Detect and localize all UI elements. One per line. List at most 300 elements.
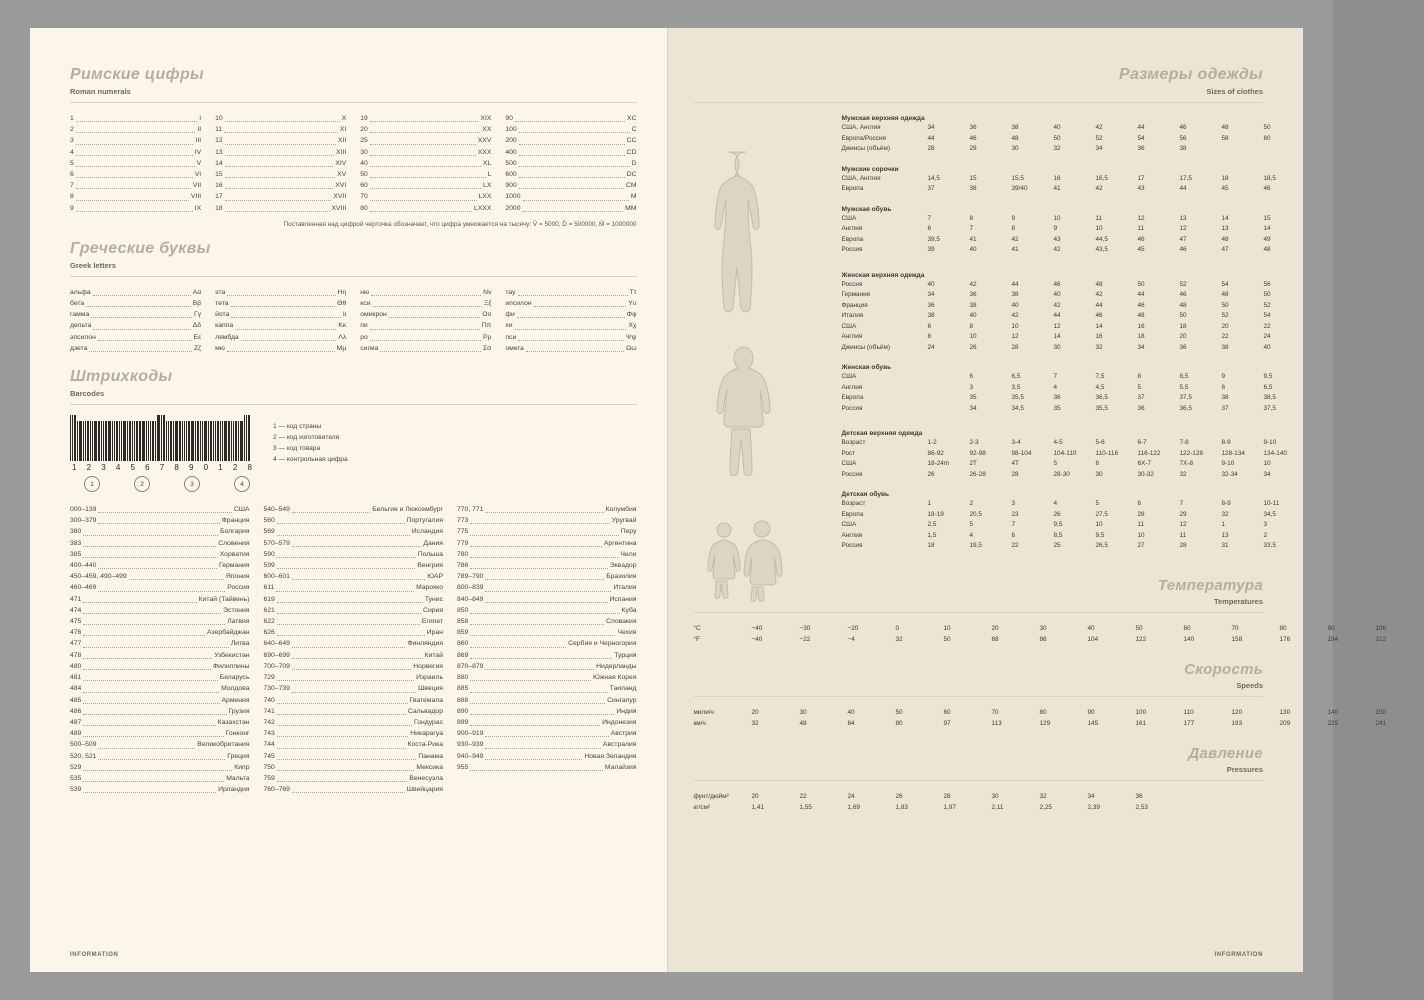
- item-value: X: [341, 115, 347, 122]
- table-row: [841, 510, 1276, 521]
- list-item: [457, 650, 637, 661]
- table-cell: 10: [1095, 225, 1103, 232]
- list-item: [70, 728, 250, 739]
- item-value: Россия: [227, 584, 250, 592]
- list-item: [505, 135, 636, 146]
- barcode-bar: [134, 421, 135, 461]
- leader-dots: [370, 131, 480, 133]
- greek-col-1: [70, 287, 201, 354]
- barcode-digit: 4: [115, 463, 122, 473]
- speed-title: Скорость: [1184, 660, 1263, 678]
- table-cell: 20: [991, 624, 999, 632]
- table-cell: 6: [969, 373, 974, 380]
- item-key: 478: [70, 651, 82, 659]
- table-cell: 38: [1179, 145, 1187, 152]
- table-cell: 6: [1011, 531, 1016, 539]
- table-cell: 18-24m: [927, 460, 950, 467]
- table-row: [841, 311, 1271, 322]
- leader-dots: [231, 305, 336, 307]
- table-cell: 26: [927, 470, 935, 478]
- table-cell: 10: [969, 333, 977, 340]
- leader-dots: [523, 199, 629, 201]
- leader-dots: [277, 567, 415, 569]
- table-cell: 49: [1263, 235, 1271, 243]
- row-label: Джинсы (объём): [841, 145, 890, 152]
- barcode-graphic: [70, 415, 255, 492]
- list-item: [70, 191, 201, 202]
- barcode-bar: [168, 421, 169, 461]
- list-item: [70, 672, 250, 683]
- item-value: Οο: [482, 311, 492, 319]
- size-table-heading: Женская обувь: [841, 364, 892, 371]
- item-key: 900–919: [457, 730, 484, 738]
- table-cell: 50: [1137, 280, 1145, 288]
- temperature-title: Температура: [1157, 576, 1263, 594]
- item-key: 20: [360, 126, 368, 134]
- unit-label: км/ч: [693, 719, 706, 727]
- list-item: [264, 683, 444, 694]
- list-item: [70, 124, 201, 135]
- item-value: Δδ: [192, 322, 202, 330]
- table-cell: 4: [1053, 383, 1058, 391]
- leader-dots: [83, 735, 223, 737]
- pressure-table: [694, 791, 1264, 813]
- barcode-bar: [94, 421, 97, 461]
- list-item: [505, 287, 636, 298]
- table-cell: 6: [1095, 460, 1100, 467]
- leader-dots: [370, 165, 481, 167]
- table-cell: 128-134: [1221, 449, 1245, 457]
- list-item: [505, 113, 636, 124]
- list-item: [264, 762, 444, 773]
- item-value: Гондурас: [413, 718, 443, 726]
- item-value: Эквадор: [609, 562, 637, 570]
- table-cell: 50: [943, 635, 951, 643]
- barcode-bar: [98, 421, 100, 461]
- greek-col-4: [505, 287, 636, 354]
- item-value: Ζζ: [193, 344, 202, 352]
- leader-dots: [470, 612, 619, 614]
- item-value: Ирландия: [218, 786, 250, 794]
- table-cell: 193: [1231, 719, 1243, 727]
- table-cell: 32: [1053, 145, 1061, 152]
- table-cell: 41: [1011, 246, 1019, 253]
- item-key: 300–379: [70, 517, 97, 525]
- left-page: [30, 28, 667, 972]
- leader-dots: [241, 339, 337, 341]
- table-cell: 68: [991, 635, 999, 643]
- leader-dots: [277, 601, 423, 603]
- item-key: 474: [70, 606, 82, 614]
- table-cell: 8: [927, 333, 932, 340]
- barcodes-title: Штрихкоды: [70, 368, 173, 386]
- barcode-bar: [233, 421, 234, 461]
- table-cell: 6: [1221, 383, 1226, 391]
- list-item: [457, 560, 637, 571]
- table-cell: 38: [1011, 291, 1019, 298]
- item-value: C: [631, 126, 637, 134]
- leader-dots: [83, 634, 205, 636]
- barcode-bar: [170, 421, 172, 461]
- size-table: [841, 164, 1276, 195]
- list-item: [215, 309, 346, 320]
- item-key: 500–509: [70, 741, 97, 749]
- list-item: [70, 515, 250, 526]
- barcode-bar: [222, 421, 223, 461]
- barcode-digit: 0: [203, 463, 210, 473]
- item-key: 840–849: [457, 595, 484, 603]
- table-cell: 42: [1011, 235, 1019, 243]
- leader-dots: [277, 702, 408, 704]
- row-label: Германия: [841, 291, 871, 298]
- leader-dots: [76, 120, 197, 122]
- table-cell: 32: [751, 719, 759, 727]
- leader-dots: [83, 691, 219, 693]
- table-cell: 26: [895, 792, 903, 800]
- barcode-marker: 1: [84, 476, 100, 492]
- table-cell: 30: [1053, 343, 1061, 351]
- table-cell: 32: [1179, 470, 1187, 478]
- leader-dots: [485, 735, 608, 737]
- table-cell: 86-92: [927, 449, 944, 457]
- item-value: XVII: [333, 193, 347, 201]
- table-cell: 140: [1183, 635, 1195, 643]
- item-value: IV: [194, 148, 202, 156]
- table-cell: 50: [1221, 301, 1229, 309]
- section-barcodes: [70, 368, 637, 795]
- table-cell: 122: [1135, 635, 1147, 643]
- table-cell: 34: [1263, 470, 1271, 478]
- list-item: [215, 147, 346, 158]
- leader-dots: [519, 143, 625, 145]
- table-row: [693, 623, 1387, 634]
- item-value: Египет: [421, 618, 443, 626]
- table-row: [841, 404, 1276, 415]
- leader-dots: [83, 601, 196, 603]
- table-row: [841, 280, 1271, 291]
- item-key: мю: [215, 344, 225, 352]
- item-key: 590: [263, 550, 275, 558]
- leader-dots: [83, 646, 228, 648]
- table-cell: 46: [1179, 246, 1187, 253]
- table-row: [841, 174, 1276, 185]
- list-item: [264, 661, 444, 672]
- item-value: V: [196, 159, 202, 167]
- list-item: [70, 638, 250, 649]
- item-value: Малайзия: [604, 763, 637, 771]
- list-item: [70, 605, 250, 616]
- list-item: [70, 298, 201, 309]
- list-item: [457, 751, 637, 762]
- table-cell: 6,5: [1011, 373, 1021, 380]
- item-key: тета: [215, 300, 229, 308]
- item-value: Перу: [620, 528, 637, 536]
- leader-dots: [373, 305, 482, 307]
- table-cell: 28: [943, 792, 951, 800]
- table-cell: 18: [927, 542, 935, 549]
- table-cell: 1,41: [751, 803, 764, 811]
- item-key: 16: [215, 182, 223, 190]
- list-item: [505, 309, 636, 320]
- table-cell: 36: [969, 291, 977, 298]
- list-item: [264, 526, 444, 537]
- table-cell: 42: [1011, 312, 1019, 319]
- barcode-bar: [208, 421, 209, 461]
- table-cell: 5: [1095, 500, 1100, 507]
- item-value: Южная Корея: [593, 674, 637, 682]
- item-value: Норвегия: [413, 662, 443, 670]
- item-key: 569: [263, 528, 275, 536]
- barcode-bar: [116, 421, 118, 461]
- leader-dots: [370, 199, 477, 201]
- row-label: Джинсы (объём): [841, 343, 890, 351]
- barcode-bar: [92, 421, 93, 461]
- leader-dots: [485, 590, 611, 592]
- page-spread: [30, 28, 1387, 972]
- table-cell: 11: [1179, 531, 1187, 539]
- item-key: 477: [70, 640, 82, 648]
- list-item: [70, 751, 250, 762]
- barcode-bar: [210, 421, 212, 461]
- table-cell: 1,97: [943, 803, 956, 811]
- table-cell: 48: [1137, 312, 1145, 319]
- barcode-bar: [179, 421, 181, 461]
- table-cell: 1-2: [927, 439, 937, 446]
- temperature-subtitle: Temperatures: [1213, 596, 1263, 606]
- table-cell: 36,5: [1179, 404, 1192, 412]
- table-cell: 177: [1183, 719, 1195, 727]
- list-item: [457, 672, 637, 683]
- item-value: Чехия: [617, 629, 637, 637]
- item-key: 400: [505, 148, 517, 156]
- leader-dots: [225, 187, 334, 189]
- table-row: [841, 123, 1271, 134]
- item-key: 560: [263, 517, 275, 525]
- table-cell: 37,5: [1179, 394, 1192, 401]
- temperature-table: [693, 623, 1387, 645]
- row-label: США: [841, 322, 857, 330]
- table-row: [693, 634, 1387, 645]
- row-label: Возраст: [841, 439, 866, 446]
- leader-dots: [277, 713, 406, 715]
- table-cell: 6X-7: [1137, 460, 1151, 467]
- barcode-bar: [163, 415, 165, 461]
- table-cell: 36,5: [1095, 394, 1108, 401]
- table-cell: 13: [1221, 225, 1229, 232]
- divider: [70, 276, 637, 277]
- list-item: [505, 158, 636, 169]
- table-cell: 90: [1087, 708, 1095, 716]
- item-value: Португалия: [406, 517, 443, 525]
- item-key: 60: [360, 182, 368, 190]
- table-cell: 30: [1039, 624, 1047, 632]
- table-cell: 22: [799, 792, 807, 800]
- item-value: Нидерланды: [596, 662, 637, 670]
- list-item: [360, 309, 491, 320]
- leader-dots: [534, 305, 627, 307]
- list-item: [264, 650, 444, 661]
- item-key: 476: [70, 629, 82, 637]
- row-label: Рост: [841, 449, 856, 457]
- list-item: [215, 203, 346, 214]
- divider: [694, 696, 1264, 697]
- item-value: Ππ: [481, 322, 492, 330]
- item-key: 489: [70, 730, 82, 738]
- row-label: Европа: [841, 510, 864, 518]
- list-item: [70, 526, 250, 537]
- divider: [694, 612, 1264, 613]
- barcode-bar: [121, 421, 122, 461]
- table-cell: 1,83: [895, 803, 908, 811]
- table-cell: 3,5: [1011, 383, 1021, 391]
- item-value: Никарагуа: [410, 730, 443, 738]
- row-label: Европа: [841, 185, 864, 192]
- table-cell: 46: [1263, 185, 1271, 192]
- item-value: CD: [626, 148, 637, 156]
- barcode-bar: [231, 421, 232, 461]
- size-table-heading: Женская верхняя одежда: [841, 271, 925, 279]
- leader-dots: [485, 601, 607, 603]
- item-key: 600–601: [263, 573, 290, 581]
- item-key: 485: [70, 696, 82, 704]
- table-cell: 120: [1231, 708, 1243, 716]
- barcode-bar: [146, 421, 147, 461]
- item-key: 8: [70, 193, 74, 201]
- list-item: [457, 683, 637, 694]
- size-table: [841, 113, 1271, 155]
- table-cell: 36: [1179, 343, 1187, 351]
- section-clothes-sizes: [694, 66, 1287, 561]
- item-value: XII: [337, 137, 347, 145]
- item-value: Панама: [418, 752, 443, 760]
- item-key: 770, 771: [457, 506, 484, 514]
- table-cell: [928, 393, 970, 404]
- spacer: [842, 480, 1264, 489]
- table-row: [841, 520, 1268, 531]
- table-cell: 130: [1279, 708, 1291, 716]
- table-cell: 35: [969, 394, 977, 401]
- item-key: 779: [457, 539, 469, 547]
- row-label: Россия: [841, 404, 863, 412]
- leader-dots: [98, 747, 195, 749]
- list-item: [264, 627, 444, 638]
- barcode-bar: [87, 421, 89, 461]
- table-cell: 1: [927, 500, 932, 507]
- leader-dots: [292, 668, 411, 670]
- leader-dots: [83, 769, 232, 771]
- leader-dots: [515, 120, 625, 122]
- item-value: Бразилия: [606, 573, 637, 581]
- leader-dots: [470, 702, 605, 704]
- list-item: [264, 616, 444, 627]
- table-row: [693, 707, 1387, 718]
- spacer: [842, 353, 1264, 362]
- table-cell: 40: [1263, 343, 1271, 351]
- item-key: 80: [360, 204, 368, 212]
- barcode-digit: 1: [218, 463, 224, 473]
- section-pressure: [694, 745, 1264, 813]
- list-item: [264, 706, 444, 717]
- leader-dots: [370, 154, 476, 156]
- item-key: дельта: [70, 322, 92, 330]
- item-value: XXX: [477, 148, 492, 156]
- table-cell: 28: [1179, 542, 1187, 549]
- barcode-bar: [152, 421, 154, 461]
- table-cell: 6-7: [1137, 439, 1147, 446]
- item-key: альфа: [70, 288, 91, 296]
- barcode-bar: [112, 421, 113, 461]
- barcode-bar: [132, 421, 133, 461]
- item-key: ро: [360, 333, 368, 341]
- table-cell: 44: [1095, 301, 1103, 309]
- leader-dots: [86, 305, 190, 307]
- table-cell: 18: [1221, 174, 1229, 182]
- item-value: Великобритания: [197, 741, 250, 749]
- table-cell: 52: [1095, 134, 1103, 142]
- row-label: Россия: [841, 470, 863, 478]
- table-cell: 44: [1137, 124, 1145, 131]
- table-cell: 52: [1221, 312, 1229, 319]
- item-key: омега: [505, 344, 524, 352]
- item-value: Швеция: [418, 685, 443, 693]
- table-cell: 38: [969, 301, 977, 309]
- item-key: 2: [70, 126, 74, 134]
- table-cell: 28: [927, 145, 935, 152]
- item-key: 9: [70, 204, 74, 212]
- item-key: 400–440: [70, 562, 97, 570]
- item-key: 481: [70, 674, 82, 682]
- size-table-heading: Детская обувь: [841, 491, 890, 498]
- table-cell: −40: [751, 624, 763, 632]
- item-value: LXXX: [473, 204, 492, 212]
- item-value: VI: [194, 171, 202, 179]
- item-key: 17: [215, 193, 223, 201]
- table-cell: 60: [1263, 134, 1271, 142]
- row-label: США: [841, 521, 857, 528]
- table-cell: 17,5: [1179, 174, 1192, 182]
- table-cell: 39/40: [1011, 185, 1028, 192]
- table-cell: 241: [1375, 719, 1387, 727]
- item-key: 741: [263, 707, 275, 715]
- leader-dots: [292, 691, 416, 693]
- table-cell: 30: [1011, 145, 1019, 152]
- item-key: тау: [505, 288, 516, 296]
- barcode-bar: [240, 421, 243, 461]
- leader-dots: [292, 578, 425, 580]
- item-value: Куба: [621, 606, 637, 614]
- item-key: 860: [457, 640, 469, 648]
- item-key: 622: [263, 618, 275, 626]
- leader-dots: [98, 590, 225, 592]
- row-label: Европа: [841, 394, 864, 401]
- item-value: Австралия: [602, 741, 637, 749]
- size-table: [841, 362, 1276, 414]
- roman-col-1: [70, 113, 201, 214]
- list-item: [360, 158, 491, 169]
- leader-dots: [519, 187, 624, 189]
- country-col-1: [70, 504, 250, 795]
- barcode-bar: [77, 421, 78, 461]
- item-value: Аргентина: [603, 539, 637, 547]
- row-label: США: [841, 460, 857, 467]
- barcode-bar: [101, 421, 102, 461]
- table-cell: 54: [1263, 312, 1271, 319]
- table-cell: 19,5: [969, 542, 982, 549]
- table-cell: 40: [1053, 124, 1061, 131]
- table-cell: 2,5: [927, 521, 937, 528]
- item-key: 487: [70, 718, 82, 726]
- item-key: 899: [457, 718, 469, 726]
